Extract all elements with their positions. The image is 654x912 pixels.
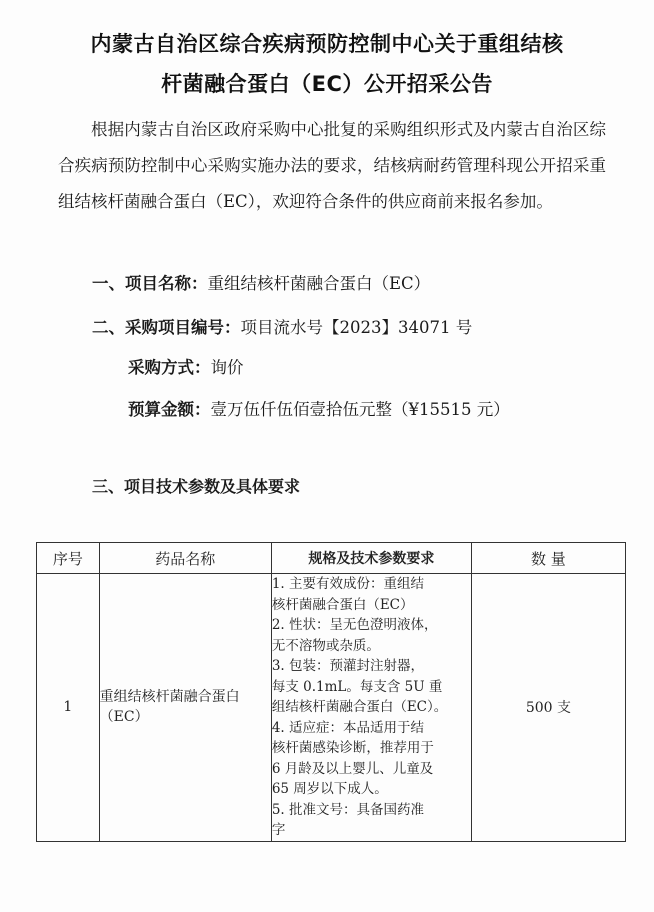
section-3-heading: 三、项目技术参数及具体要求 xyxy=(92,477,301,496)
spec-line: 组结核杆菌融合蛋白（EC）。 xyxy=(271,699,448,715)
table-header-row xyxy=(37,543,626,574)
budget-value: 壹万伍仟伍佰壹拾伍元整（¥15515 元） xyxy=(210,400,510,419)
spec-line: 无不溶物或杂质。 xyxy=(271,637,380,654)
row-quantity: 500 支 xyxy=(471,574,625,842)
project-number-value: 项目流水号【2023】34071 号 xyxy=(240,318,473,337)
title-line-1: 内蒙古自治区综合疾病预防控制中心关于重组结核 xyxy=(90,32,564,56)
spec-line: 65 周岁以下成人。 xyxy=(271,781,388,797)
procurement-method-label: 采购方式： xyxy=(128,358,211,377)
budget-label: 预算金额： xyxy=(128,400,211,419)
spec-line: 5. 批准文号：具备国药准 xyxy=(271,801,424,818)
spec-line: 每支 0.1mL。每支含 5U 重 xyxy=(271,678,443,695)
procurement-method-value: 询价 xyxy=(210,358,244,377)
procurement-method-row xyxy=(128,356,244,380)
header-quantity: 数 量 xyxy=(471,543,625,574)
row-no: 1 xyxy=(37,574,100,842)
row-drug-name: 重组结核杆菌融合蛋白（EC） xyxy=(99,574,271,842)
project-number-row xyxy=(92,316,472,340)
budget-row xyxy=(128,398,510,422)
spec-line: 3. 包装：预灌封注射器， xyxy=(271,658,424,674)
row-spec xyxy=(271,574,471,842)
project-name-label: 一、项目名称： xyxy=(92,274,208,293)
header-drug-name: 药品名称 xyxy=(99,543,271,574)
header-no: 序号 xyxy=(37,543,100,574)
project-name-value: 重组结核杆菌融合蛋白（EC） xyxy=(207,274,431,293)
project-number-label: 二、采购项目编号： xyxy=(92,318,241,337)
spec-line: 6 月龄及以上婴儿、儿童及 xyxy=(271,760,434,777)
project-name-row xyxy=(92,272,430,296)
spec-line: 核杆菌融合蛋白（EC） xyxy=(271,596,414,613)
spec-table xyxy=(36,542,626,842)
title-line-2: 杆菌融合蛋白（EC）公开招采公告 xyxy=(161,72,493,96)
table-row xyxy=(37,574,626,842)
spec-line: 字 xyxy=(271,822,286,838)
intro-paragraph: 根据内蒙古自治区政府采购中心批复的采购组织形式及内蒙古自治区综合疾病预防控制中心采购实施办法的要求，结核病耐药管理科现公开招采重组结核杆菌融合蛋白（EC），欢迎符合条件的供应商前来报名参加。 xyxy=(58,120,606,211)
spec-line: 1. 主要有效成份：重组结 xyxy=(271,576,424,592)
spec-line: 核杆菌感染诊断，推荐用于 xyxy=(271,740,434,756)
spec-line: 2. 性状：呈无色澄明液体， xyxy=(271,617,438,633)
header-spec: 规格及技术参数要求 xyxy=(271,543,471,574)
spec-line: 4. 适应症：本品适用于结 xyxy=(271,719,424,736)
